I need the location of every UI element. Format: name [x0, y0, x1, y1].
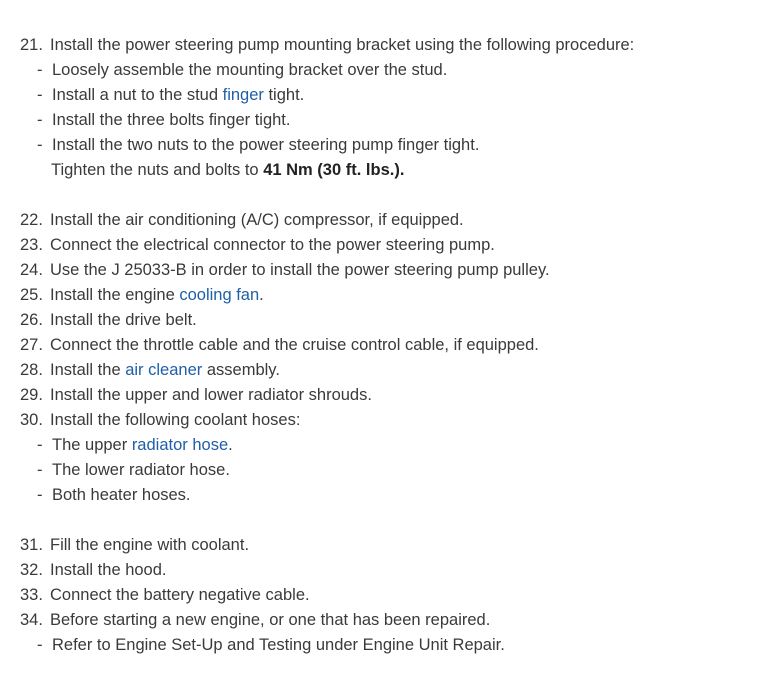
step-24: [0, 258, 767, 283]
step-text-after: assembly.: [202, 361, 280, 379]
air-cleaner-link[interactable]: air cleaner: [125, 361, 203, 379]
step-text-before: Install the engine: [50, 286, 180, 304]
dash-bullet: -: [37, 111, 43, 129]
torque-note-text: [51, 158, 404, 183]
step-text-before: Install the: [50, 361, 126, 379]
step-number: 33.: [20, 586, 43, 604]
substep-34-1: [0, 633, 767, 658]
radiator-hose-link[interactable]: radiator hose: [131, 436, 229, 454]
step-text: Install the upper and lower radiator shrouds.: [50, 386, 372, 404]
torque-note-before: Tighten the nuts and bolts to: [51, 161, 264, 179]
dash-bullet: -: [37, 136, 43, 154]
step-text: Install the following coolant hoses:: [50, 411, 301, 429]
step-23: [0, 233, 767, 258]
substep-text: Refer to Engine Set-Up and Testing under Engine Unit Repair.: [52, 636, 505, 654]
torque-value: 41 Nm (30 ft. lbs.).: [263, 161, 405, 179]
dash-bullet: -: [37, 436, 43, 454]
substep-text-before: The upper: [52, 436, 132, 454]
cooling-fan-link[interactable]: cooling fan: [179, 286, 260, 304]
step-text-after: .: [259, 286, 264, 304]
step-26: [0, 308, 767, 333]
substep-30-2: [0, 458, 767, 483]
step-text: [50, 358, 280, 383]
step-27: [0, 333, 767, 358]
step-32: [0, 558, 767, 583]
step-number: 28.: [20, 361, 43, 379]
step-number: 32.: [20, 561, 43, 579]
dash-bullet: -: [37, 61, 43, 79]
step-number: 21.: [20, 36, 43, 54]
step-30: [0, 408, 767, 433]
substep-text: The lower radiator hose.: [52, 461, 230, 479]
step-33: [0, 583, 767, 608]
dash-bullet: -: [37, 636, 43, 654]
step-text: Install the hood.: [50, 561, 167, 579]
substep-21-3: [0, 108, 767, 133]
substep-text: Install the two nuts to the power steering pump finger tight.: [52, 136, 480, 154]
step-22: [0, 208, 767, 233]
spacer: [0, 183, 767, 208]
step-text: Connect the throttle cable and the cruise control cable, if equipped.: [50, 336, 539, 354]
step-number: 27.: [20, 336, 43, 354]
step-number: 30.: [20, 411, 43, 429]
substep-30-1: [0, 433, 767, 458]
substep-text: [52, 83, 304, 108]
step-text: [50, 283, 264, 308]
substep-text: Loosely assemble the mounting bracket over the stud.: [52, 61, 448, 79]
substep-30-3: [0, 483, 767, 508]
step-number: 22.: [20, 211, 43, 229]
substep-21-2: [0, 83, 767, 108]
substep-text: Both heater hoses.: [52, 486, 191, 504]
step-28: [0, 358, 767, 383]
step-text: Install the power steering pump mounting bracket using the following procedure:: [50, 36, 635, 54]
substep-21-4: [0, 133, 767, 158]
step-25: [0, 283, 767, 308]
dash-bullet: -: [37, 86, 43, 104]
substep-text: Install the three bolts finger tight.: [52, 111, 291, 129]
step-29: [0, 383, 767, 408]
step-text: Install the drive belt.: [50, 311, 197, 329]
finger-link[interactable]: finger: [222, 86, 264, 104]
step-text: Before starting a new engine, or one that has been repaired.: [50, 611, 491, 629]
step-number: 24.: [20, 261, 43, 279]
torque-note: [0, 158, 767, 183]
step-text: Install the air conditioning (A/C) compressor, if equipped.: [50, 211, 464, 229]
step-number: 23.: [20, 236, 43, 254]
dash-bullet: -: [37, 486, 43, 504]
dash-bullet: -: [37, 461, 43, 479]
step-text: Use the J 25033-B in order to install the power steering pump pulley.: [50, 261, 550, 279]
substep-21-1: [0, 58, 767, 83]
step-text: Fill the engine with coolant.: [50, 536, 250, 554]
step-34: [0, 608, 767, 633]
spacer: [0, 508, 767, 533]
substep-text: [52, 433, 233, 458]
step-text: Connect the battery negative cable.: [50, 586, 310, 604]
step-number: 29.: [20, 386, 43, 404]
step-number: 31.: [20, 536, 43, 554]
step-text: Connect the electrical connector to the power steering pump.: [50, 236, 495, 254]
substep-text-after: tight.: [263, 86, 305, 104]
step-31: [0, 533, 767, 558]
step-21: [0, 33, 767, 58]
substep-text-before: Install a nut to the stud: [52, 86, 223, 104]
substep-text-after: .: [228, 436, 233, 454]
step-number: 34.: [20, 611, 43, 629]
step-number: 26.: [20, 311, 43, 329]
step-number: 25.: [20, 286, 43, 304]
